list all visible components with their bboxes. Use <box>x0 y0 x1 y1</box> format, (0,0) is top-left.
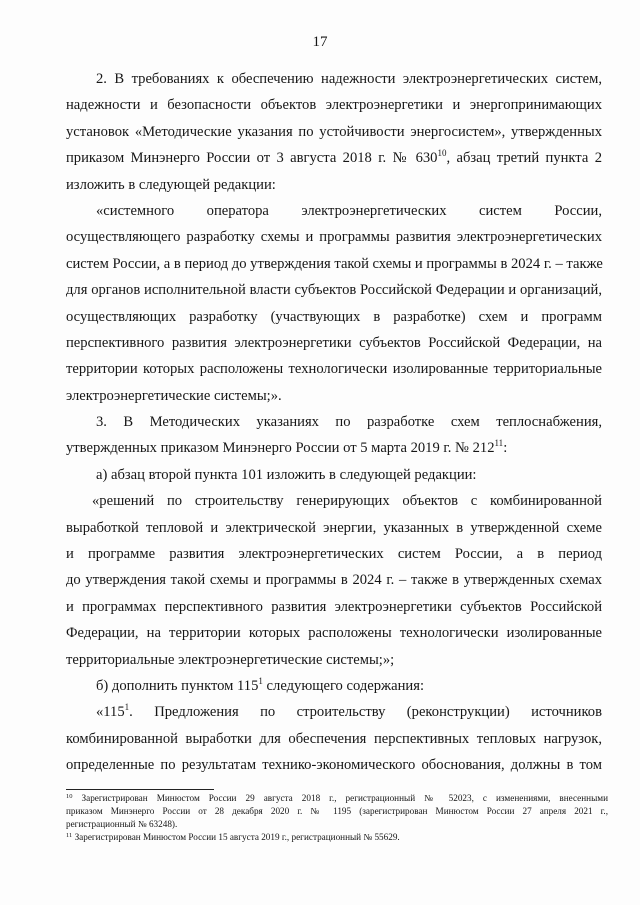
text-fragment: приказом Минэнерго России от 3 августа 2018 г. № 630 <box>66 150 438 167</box>
text-line: 3. В Методических указаниях по разработке схем теплоснабжения, <box>96 414 602 431</box>
text-line: установок «Методические указания по устойчивости энергосистем», утвержденных <box>66 123 602 140</box>
footnote-ref-10: 10 <box>437 148 447 159</box>
page-number: 17 <box>312 34 328 50</box>
footnote-separator <box>66 789 214 790</box>
text-line: 2. В требованиях к обеспечению надежности электроэнергетических систем, <box>96 71 602 87</box>
text-line: перспективного развития электроэнергетики субъектов Российской Федерации, на <box>66 334 602 351</box>
text-line: комбинированной выработки для обеспечения перспективных тепловых нагрузок, <box>66 730 602 747</box>
text-line <box>66 435 602 461</box>
text-fragment: : <box>503 440 508 457</box>
footnote-mark: 10 <box>66 793 73 800</box>
text-line: выработкой тепловой и электрической энергии, указанных в утвержденной схеме <box>66 519 602 536</box>
footnote-ref-11: 11 <box>494 438 504 449</box>
text-line: изложить в следующей редакции: <box>66 176 276 193</box>
text-fragment: , абзац третий пункта 2 <box>446 150 602 167</box>
text-fragment: . Предложения по строительству (реконструкции) источников <box>129 704 602 721</box>
footnotes <box>66 792 608 844</box>
text-line: надежности и безопасности объектов электроэнергетики и энергопринимающих <box>66 97 602 114</box>
body-text <box>66 66 602 779</box>
text-line: Федерации, на территории которых расположены технологически изолированные <box>66 625 602 642</box>
text-line: осуществляющего разработку схемы и программы развития электроэнергетических <box>66 229 602 246</box>
footnote-text: Зарегистрирован Минюстом России 29 августа 2018 г., регистрационный № 52023, с изменениями, внесенными <box>72 793 608 803</box>
text-line <box>66 145 602 171</box>
text-fragment: б) дополнить пунктом 115 <box>96 677 259 694</box>
text-line: и программе развития электроэнергетических систем России, а в период <box>66 546 602 563</box>
text-line: «системного оператора электроэнергетических систем России, <box>96 202 602 219</box>
text-line <box>66 699 602 725</box>
text-line: а) абзац второй пункта 101 изложить в следующей редакции: <box>96 466 477 483</box>
text-line: определенные по результатам технико-экономического обоснования, должны в том <box>66 757 602 774</box>
superscript: 1 <box>124 702 130 713</box>
text-line: территории которых расположены технологически изолированные территориальные <box>66 361 602 378</box>
text-line <box>66 673 602 699</box>
footnote-text: Зарегистрирован Минюстом России 15 августа 2019 г., регистрационный № 55629. <box>72 832 400 842</box>
footnote-line: регистрационный № 63248). <box>66 819 178 829</box>
text-line: электроэнергетические системы;». <box>66 387 282 404</box>
text-fragment: утвержденных приказом Минэнерго России от 5 марта 2019 г. № 212 <box>66 440 495 457</box>
text-fragment: «115 <box>96 704 125 721</box>
text-fragment: следующего содержания: <box>262 677 425 694</box>
superscript: 1 <box>258 675 263 686</box>
text-line: осуществляющих разработку (участвующих в разработке) схем и программ <box>66 308 602 325</box>
text-line: систем России, а в период до утверждения такой схемы и программы в 2024 г. – также <box>66 255 603 272</box>
footnote-10 <box>66 792 608 805</box>
text-line: и программах перспективного развития электроэнергетики субъектов Российской <box>66 598 602 615</box>
text-line: «решений по строительству генерирующих объектов с комбинированной <box>92 493 602 510</box>
footnote-line: приказом Минэнерго России от 28 декабря 2020 г. № 1195 (зарегистрирован Минюстом России 27 апреля 2021 г., <box>66 806 608 816</box>
text-line: территориальные электроэнергетические системы;»; <box>66 651 395 668</box>
text-line: для органов исполнительной власти субъектов Российской Федерации и организаций, <box>66 282 602 299</box>
footnote-mark: 11 <box>66 832 73 839</box>
footnote-11 <box>66 831 608 844</box>
text-line: до утверждения такой схемы и программы в 2024 г. – также в утвержденных схемах <box>66 572 602 589</box>
